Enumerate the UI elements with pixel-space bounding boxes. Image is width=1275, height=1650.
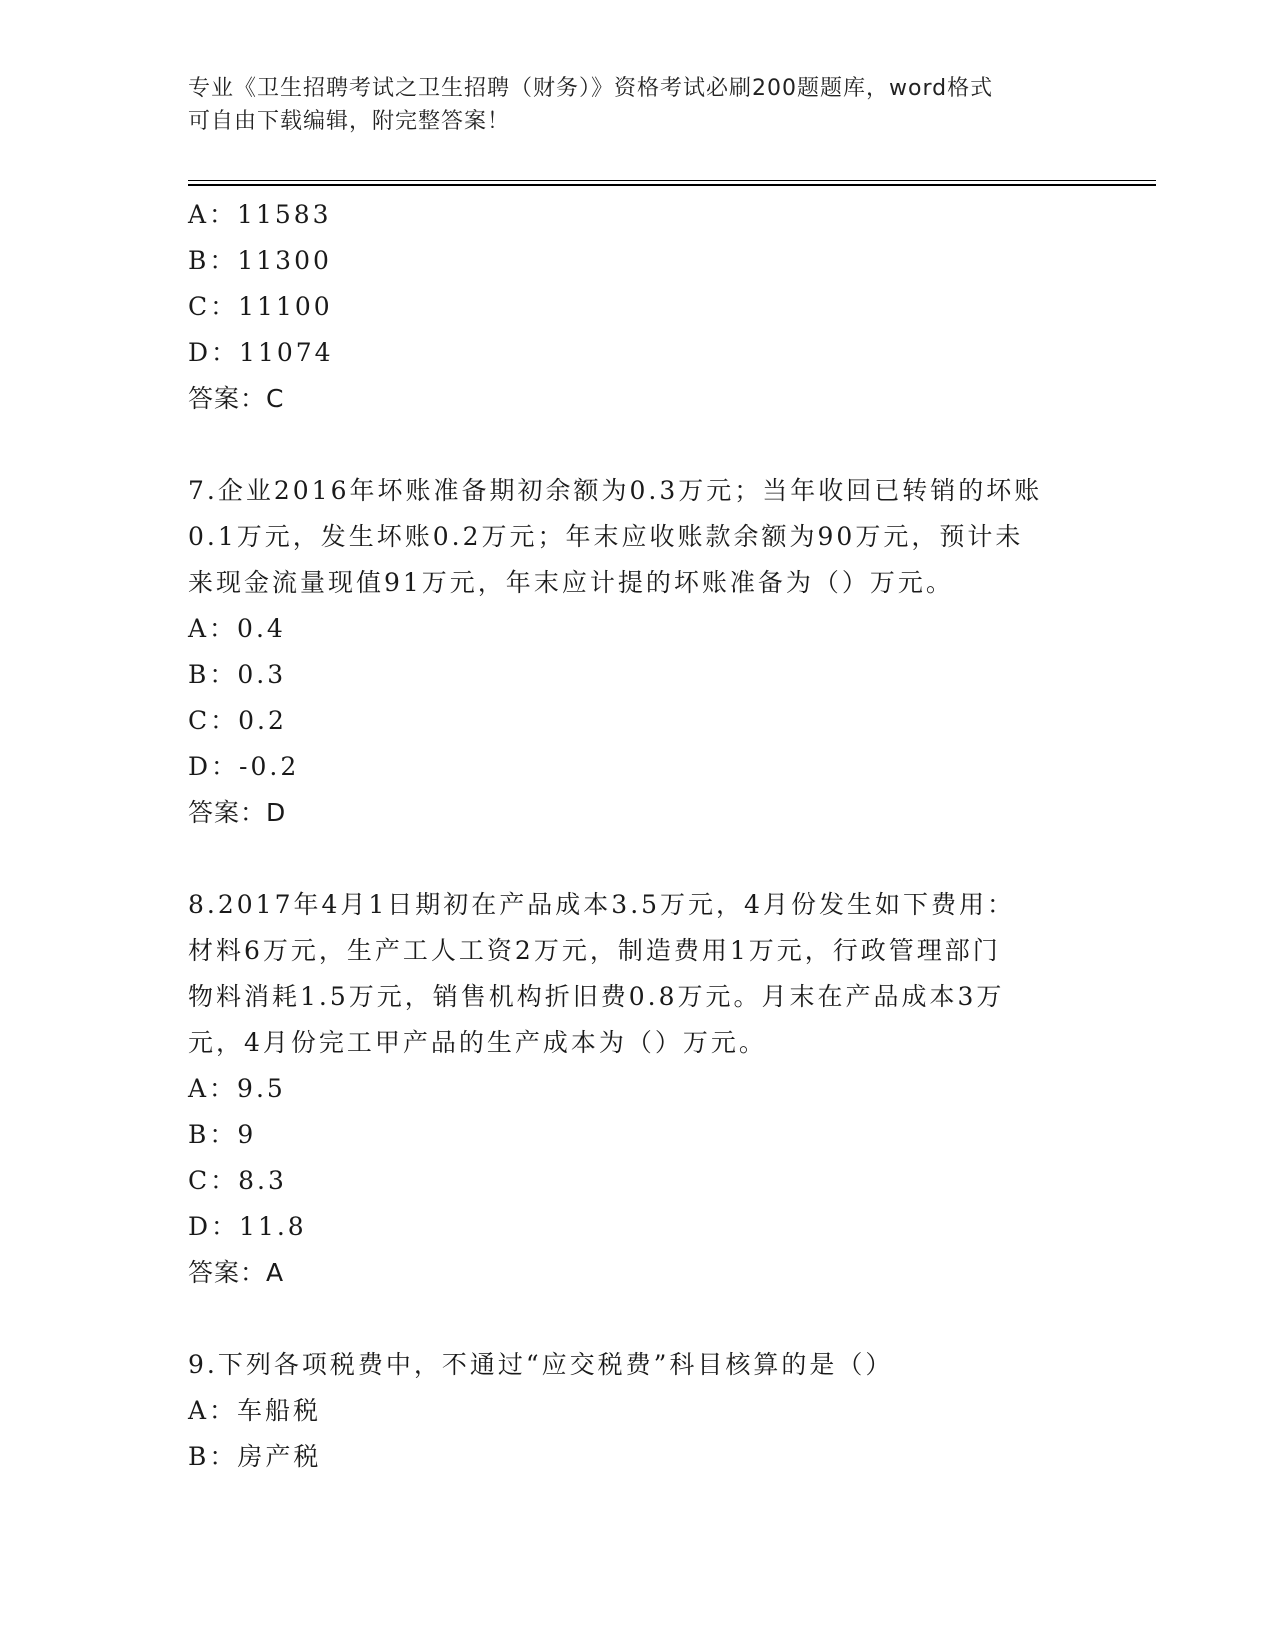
question-text-line: 7.企业2016年坏账准备期初余额为0.3万元；当年收回已转销的坏账 bbox=[188, 476, 1043, 505]
question-text-line: 元，4月份完工甲产品的生产成本为（）万元。 bbox=[188, 1028, 767, 1057]
option-a: A：车船税 bbox=[188, 1396, 322, 1425]
question-text-line: 0.1万元，发生坏账0.2万元；年末应收账款余额为90万元，预计未 bbox=[188, 522, 1024, 551]
question-text-line: 来现金流量现值91万元，年末应计提的坏账准备为（）万元。 bbox=[188, 568, 954, 597]
header-rule-thin bbox=[188, 180, 1156, 181]
option-a: A：9.5 bbox=[188, 1074, 286, 1103]
option-c: C：11100 bbox=[188, 292, 333, 321]
header-rule-thick bbox=[188, 184, 1156, 186]
option-a: A：11583 bbox=[188, 200, 332, 229]
document-header bbox=[188, 72, 1088, 138]
question-list bbox=[188, 192, 1088, 1480]
answer: 答案：D bbox=[188, 798, 287, 827]
option-d: D：11074 bbox=[188, 338, 334, 367]
header-line-1: 专业《卫生招聘考试之卫生招聘（财务）》资格考试必刷200题题库，word格式 bbox=[188, 76, 994, 101]
question-text-line: 材料6万元，生产工人工资2万元，制造费用1万元，行政管理部门 bbox=[188, 936, 1001, 965]
option-d: D：-0.2 bbox=[188, 752, 300, 781]
option-d: D：11.8 bbox=[188, 1212, 307, 1241]
option-a: A：0.4 bbox=[188, 614, 286, 643]
question-9 bbox=[188, 1342, 1088, 1480]
question-text-line: 物料消耗1.5万元，销售机构折旧费0.8万元。月末在产品成本3万 bbox=[188, 982, 1005, 1011]
question-7 bbox=[188, 468, 1088, 836]
question-8 bbox=[188, 882, 1088, 1296]
option-b: B：9 bbox=[188, 1120, 257, 1149]
option-b: B：0.3 bbox=[188, 660, 287, 689]
option-b: B：房产税 bbox=[188, 1442, 322, 1471]
answer: 答案：A bbox=[188, 1258, 285, 1287]
question-6 bbox=[188, 192, 1088, 422]
question-text-line: 9.下列各项税费中，不通过“应交税费”科目核算的是（） bbox=[188, 1350, 894, 1379]
option-c: C：8.3 bbox=[188, 1166, 287, 1195]
question-text-line: 8.2017年4月1日期初在产品成本3.5万元，4月份发生如下费用： bbox=[188, 890, 1015, 919]
option-b: B：11300 bbox=[188, 246, 332, 275]
header-line-2: 可自由下载编辑，附完整答案！ bbox=[188, 109, 511, 134]
answer: 答案：C bbox=[188, 384, 285, 413]
option-c: C：0.2 bbox=[188, 706, 287, 735]
